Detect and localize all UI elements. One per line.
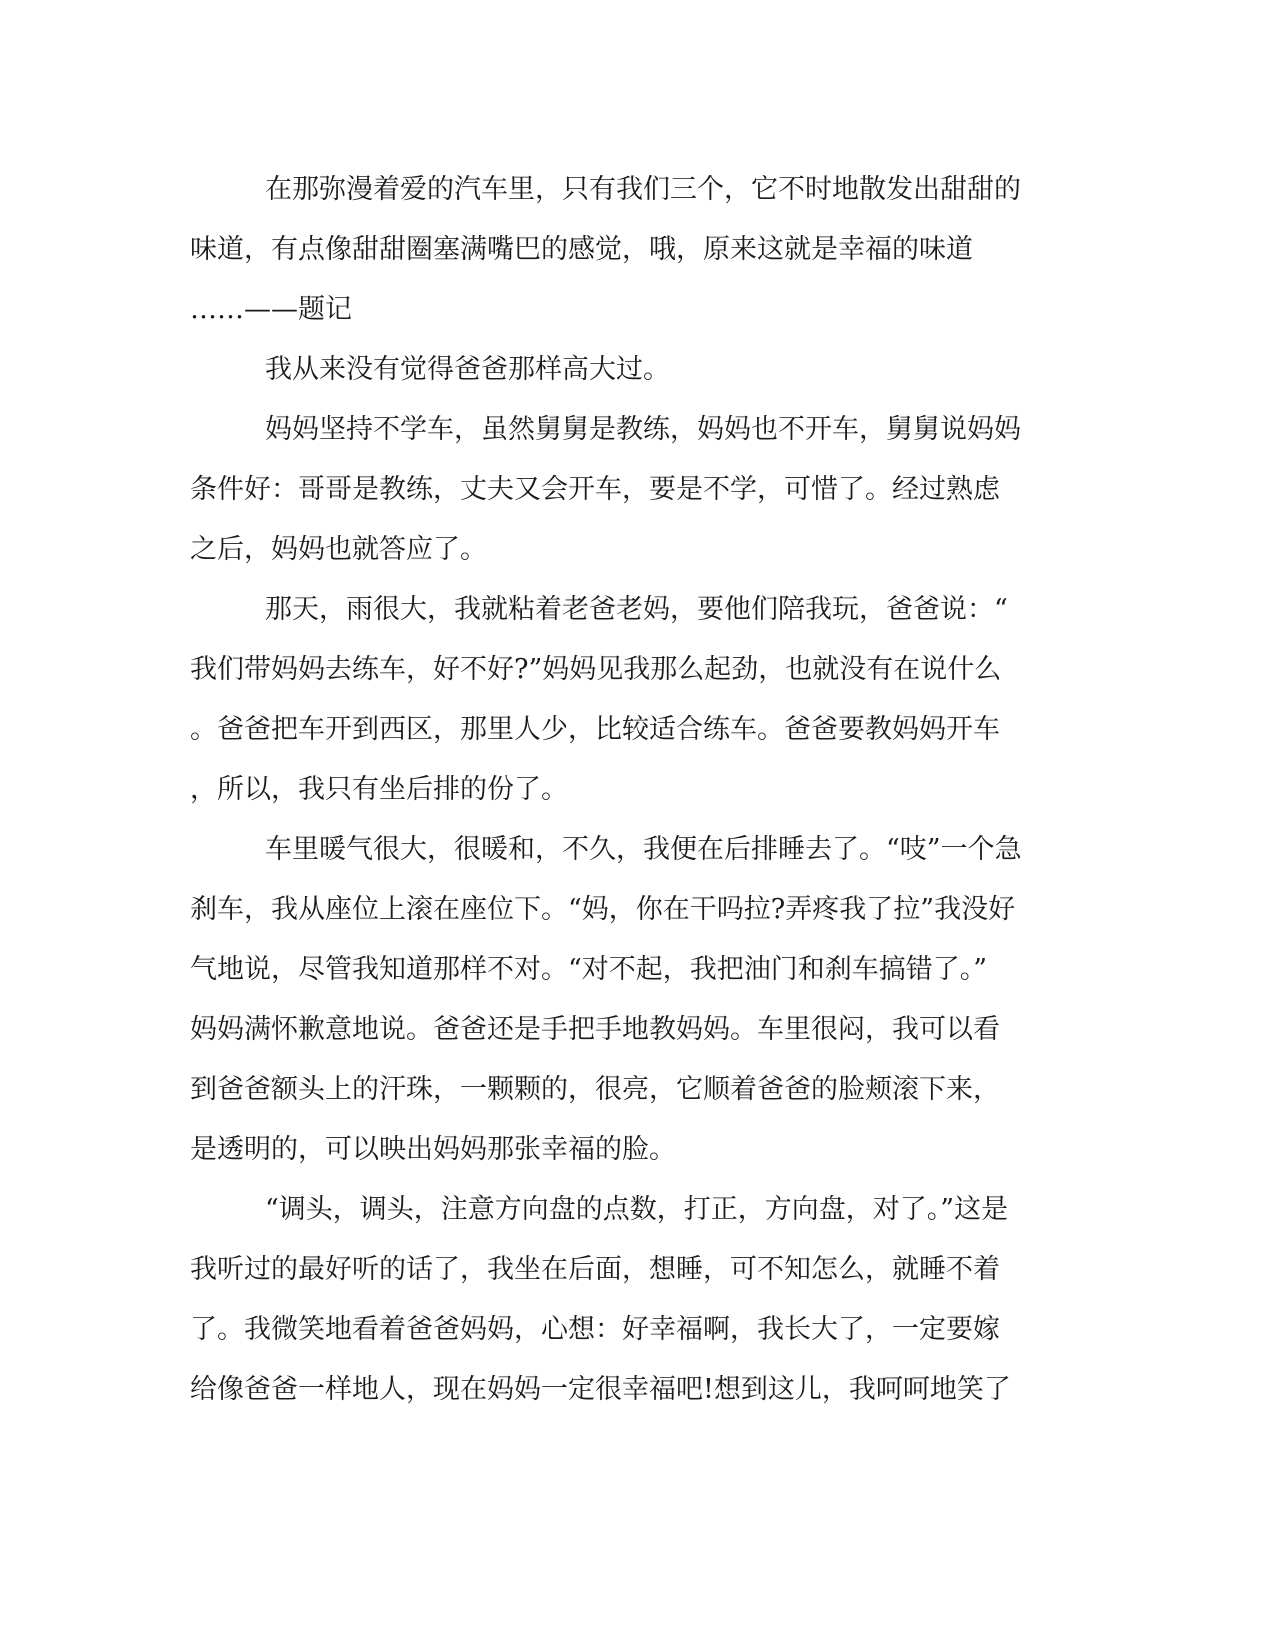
text-line: 。爸爸把车开到西区，那里人少，比较适合练车。爸爸要教妈妈开车 [190,714,1000,745]
text-line: 到爸爸额头上的汗珠，一颗颗的，很亮，它顺着爸爸的脸颊滚下来， [190,1074,1000,1105]
document-body [190,160,1080,1420]
text-line: 妈妈满怀歉意地说。爸爸还是手把手地教妈妈。车里很闷，我可以看 [190,1014,1000,1045]
text-line: 我们带妈妈去练车，好不好?”妈妈见我那么起劲，也就没有在说什么 [190,654,1002,685]
text-line: 给像爸爸一样地人，现在妈妈一定很幸福吧!想到这儿，我呵呵地笑了 [190,1374,1011,1405]
text-line: 了。我微笑地看着爸爸妈妈，心想：好幸福啊，我长大了，一定要嫁 [190,1314,1000,1345]
text-line: 我听过的最好听的话了，我坐在后面，想睡，可不知怎么，就睡不着 [190,1254,1000,1285]
text-line: 车里暖气很大，很暖和，不久，我便在后排睡去了。“吱”一个急 [265,834,1022,865]
text-line: 刹车，我从座位上滚在座位下。“妈，你在干吗拉?弄疼我了拉”我没好 [190,894,1016,925]
text-line: 那天，雨很大，我就粘着老爸老妈，要他们陪我玩，爸爸说：“ [265,594,1008,625]
text-line: 味道，有点像甜甜圈塞满嘴巴的感觉，哦，原来这就是幸福的味道 [190,234,973,265]
text-line: 妈妈坚持不学车，虽然舅舅是教练，妈妈也不开车，舅舅说妈妈 [265,414,1021,445]
text-line: 是透明的，可以映出妈妈那张幸福的脸。 [190,1134,676,1165]
text-line: 气地说，尽管我知道那样不对。“对不起，我把油门和刹车搞错了。” [190,954,988,985]
text-line: 条件好：哥哥是教练，丈夫又会开车，要是不学，可惜了。经过熟虑 [190,474,1000,505]
text-line: “调头，调头，注意方向盘的点数，打正，方向盘，对了。”这是 [265,1194,1009,1225]
text-line: 在那弥漫着爱的汽车里，只有我们三个，它不时地散发出甜甜的 [265,174,1021,205]
text-line: ……——题记 [190,294,352,325]
text-line: ，所以，我只有坐后排的份了。 [190,774,568,805]
text-line: 之后，妈妈也就答应了。 [190,534,487,565]
text-line: 我从来没有觉得爸爸那样高大过。 [265,354,670,385]
